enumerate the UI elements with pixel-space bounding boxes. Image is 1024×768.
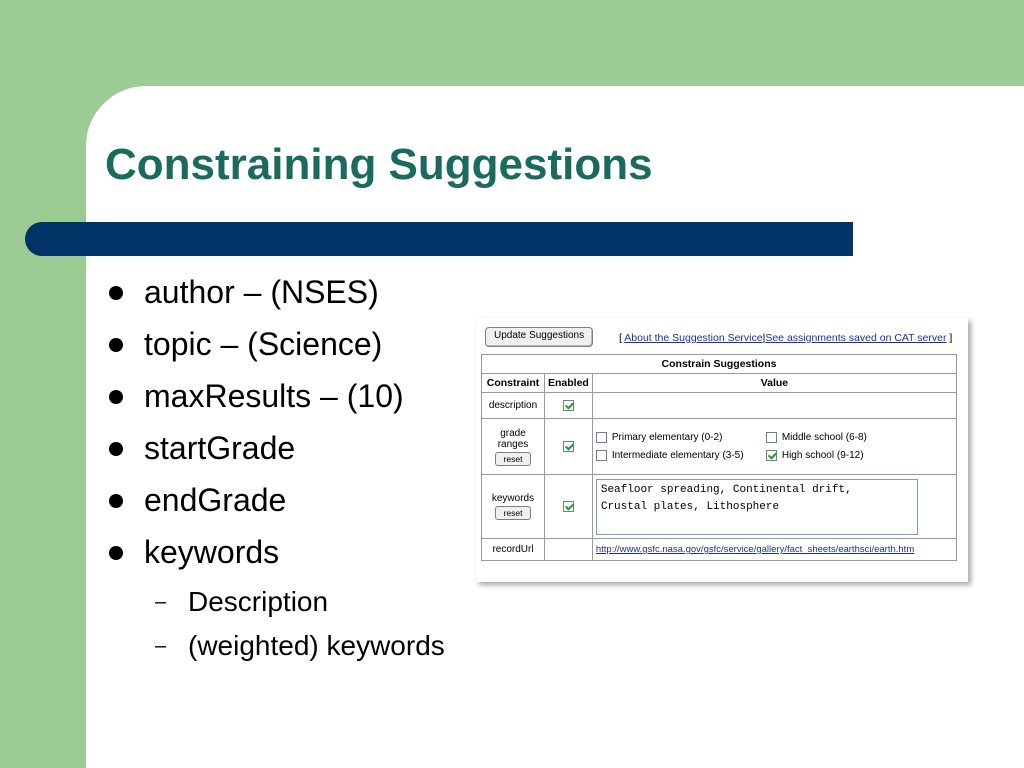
bullet-dot-icon (109, 338, 123, 352)
bullet-item: keywords (105, 530, 404, 582)
bullet-item: topic – (Science) (105, 322, 404, 374)
keywords-reset-button[interactable]: reset (495, 506, 532, 520)
grade-checkbox[interactable] (766, 432, 777, 443)
constraint-label: description (482, 393, 545, 419)
keywords-textarea[interactable]: Seafloor spreading, Continental drift, Crustal plates, Lithosphere (596, 479, 918, 535)
bullet-dot-icon (109, 546, 123, 560)
bullet-list (105, 270, 404, 582)
bullet-item: startGrade (105, 426, 404, 478)
grade-option-intermediate[interactable]: Intermediate elementary (3-5) (596, 450, 766, 461)
bullet-dot-icon (109, 442, 123, 456)
description-enabled-checkbox[interactable] (563, 400, 574, 411)
grade-checkbox[interactable] (596, 450, 607, 461)
bullet-item: endGrade (105, 478, 404, 530)
record-url-link[interactable]: http://www.gsfc.nasa.gov/gsfc/service/gallery/fact_sheets/earthsci/earth.htm (595, 544, 915, 555)
grade-option-primary[interactable]: Primary elementary (0-2) (596, 432, 766, 443)
table-row-keywords (482, 475, 957, 539)
constraint-label: keywords reset (482, 475, 545, 539)
column-header-constraint: Constraint (482, 374, 545, 393)
dash-marker: – (155, 635, 167, 657)
sub-bullet-item: – Description (155, 582, 445, 626)
sub-bullet-list (155, 582, 445, 670)
bullet-dot-icon (109, 390, 123, 404)
see-assignments-link[interactable]: See assignments saved on CAT server (765, 332, 947, 344)
table-row-grade-ranges (482, 419, 957, 475)
update-suggestions-button[interactable]: Update Suggestions (485, 327, 593, 347)
constrain-suggestions-table (481, 354, 957, 561)
table-row-recordurl (482, 539, 957, 561)
bullet-item: author – (NSES) (105, 270, 404, 322)
bullet-dot-icon (109, 286, 123, 300)
link-bar: [ About the Suggestion Service|See assignments saved on CAT server ] (619, 332, 953, 344)
title-underline-bar (25, 222, 853, 256)
column-header-enabled: Enabled (545, 374, 593, 393)
constraint-label: recordUrl (482, 539, 545, 561)
grade-option-high[interactable]: High school (9-12) (766, 450, 916, 461)
column-header-value: Value (592, 374, 956, 393)
grade-option-middle[interactable]: Middle school (6-8) (766, 432, 916, 443)
bullet-dot-icon (109, 494, 123, 508)
description-value (592, 393, 956, 419)
keywords-enabled-checkbox[interactable] (563, 501, 574, 512)
table-row-description (482, 393, 957, 419)
table-title: Constrain Suggestions (482, 355, 957, 374)
grade-reset-button[interactable]: reset (495, 452, 532, 466)
sub-bullet-item: – (weighted) keywords (155, 626, 445, 670)
bullet-item: maxResults – (10) (105, 374, 404, 426)
grade-checkbox[interactable] (766, 450, 777, 461)
grade-options (596, 428, 953, 464)
about-service-link[interactable]: About the Suggestion Service (624, 332, 763, 344)
grade-enabled-checkbox[interactable] (563, 441, 574, 452)
slide-title: Constraining Suggestions (105, 140, 653, 189)
dash-marker: – (155, 591, 167, 613)
constraint-label: grade ranges reset (482, 419, 545, 475)
embedded-screenshot (476, 318, 968, 582)
grade-checkbox[interactable] (596, 432, 607, 443)
